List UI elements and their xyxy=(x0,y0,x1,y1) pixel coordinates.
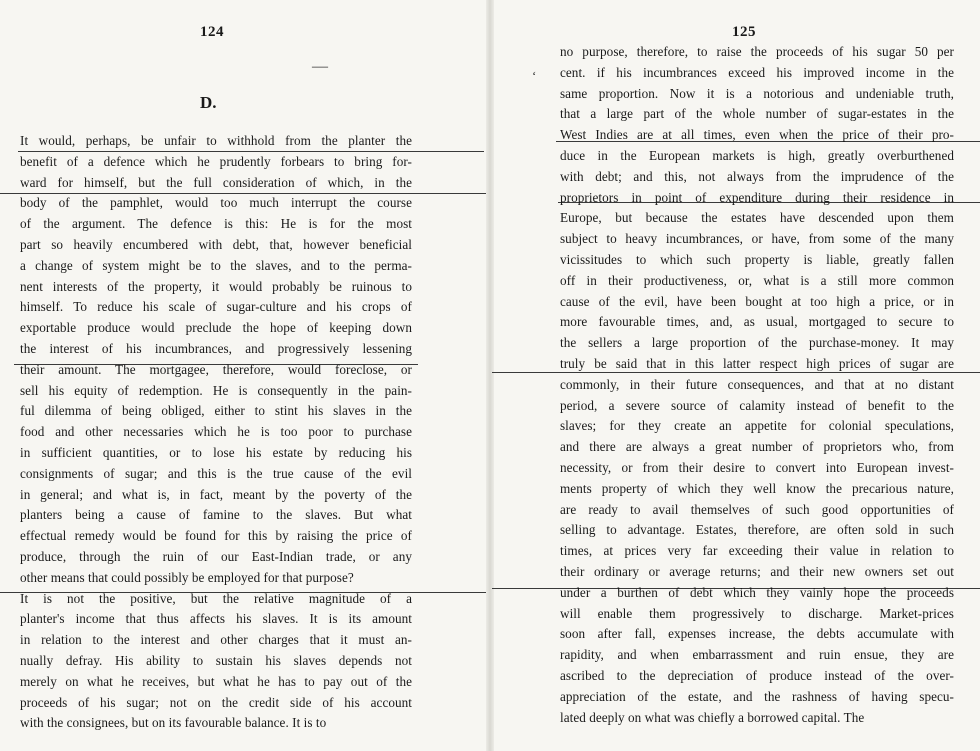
text-line: nually defray. His ability to sustain his slaves depends not xyxy=(20,652,412,668)
stray-mark: ‘ xyxy=(532,68,537,83)
text-line: under a burthen of debt which they vainly hope the proceeds xyxy=(560,584,954,600)
text-line: sell his equity of redemption. He is consequently in the pain- xyxy=(20,382,412,398)
text-line: other means that could possibly be employed for that purpose? xyxy=(20,569,354,585)
text-line: in sufficient quantities, or to lose his estate by reducing his xyxy=(20,444,412,460)
text-line: ful dilemma of being obliged, either to stint his slaves in the xyxy=(20,403,412,419)
text-line: truly be said that in this latter respect high prices of sugar are xyxy=(560,355,954,371)
text-line: commonly, in their future consequences, and that at no distant xyxy=(560,376,954,392)
text-line: West Indies are at all times, even when the price of their pro- xyxy=(560,127,954,143)
text-line: produce, through the ruin of our East-Indian trade, or any xyxy=(20,548,412,564)
text-line: rapidity, and when embarrassment and ruin ensue, they are xyxy=(560,647,954,663)
text-line: lated deeply on what was chiefly a borrowed capital. The xyxy=(560,709,865,725)
text-line: are ready to avail themselves of such good opportunities of xyxy=(560,501,954,517)
text-line: of the argument. The defence is this: He is for the most xyxy=(20,216,412,232)
text-line: Europe, but because the estates have descended upon them xyxy=(560,210,954,226)
text-line: ward for himself, but the full consideration of which, in the xyxy=(20,174,412,190)
text-line: part so heavily encumbered with debt, that, however beneficial xyxy=(20,236,412,252)
left-page-body xyxy=(20,131,412,734)
left-page xyxy=(0,0,488,751)
text-line: exportable produce would preclude the hope of keeping down xyxy=(20,320,412,336)
text-line: period, a severe source of calamity instead of benefit to the xyxy=(560,397,954,413)
text-line: slaves; for they create an appetite for colonial speculations, xyxy=(560,418,954,434)
text-line: proceeds of his sugar; not on the credit side of his account xyxy=(20,694,412,710)
text-line: same proportion. Now it is a notorious and undeniable truth, xyxy=(560,85,954,101)
text-line: in general; and what is, in fact, meant by the poverty of the xyxy=(20,486,412,502)
text-line: planters being a cause of famine to the slaves. But what xyxy=(20,507,412,523)
text-line: proprietors in point of expenditure during their residence in xyxy=(560,189,954,205)
text-line: consignments of sugar; and this is the true cause of the evil xyxy=(20,465,412,481)
text-line: the interest of his incumbrances, and progressively lessening xyxy=(20,340,412,356)
text-line: vicissitudes to which such property is liable, greatly fallen xyxy=(560,251,954,267)
text-line: necessity, or from their desire to convert into European invest- xyxy=(560,459,954,475)
text-line: off in their productiveness, or, what is a still more common xyxy=(560,272,954,288)
text-line: ascribed to the depreciation of produce instead of the over- xyxy=(560,667,954,683)
text-line: soon after fall, expenses increase, the debts accumulate with xyxy=(560,626,954,642)
right-page xyxy=(492,0,980,751)
text-line: nent interests of the property, it would probably be ruinous to xyxy=(20,278,412,294)
text-line: will enable them progressively to discharge. Market-prices xyxy=(560,605,954,621)
text-line: a change of system might be to the slaves, and to the perma- xyxy=(20,257,412,273)
text-line: their ordinary or average returns; and their new owners set out xyxy=(560,563,954,579)
text-line: in relation to the interest and other charges that it must an- xyxy=(20,632,412,648)
text-line: It would, perhaps, be unfair to withhold from the planter the xyxy=(20,133,412,148)
page-number-left: 124 xyxy=(200,24,224,40)
text-line: no purpose, therefore, to raise the proceeds of his sugar 50 per xyxy=(560,44,954,59)
text-line: cent. if his incumbrances exceed his improved income in the xyxy=(560,64,954,80)
text-line: It is not the positive, but the relative magnitude of a xyxy=(20,590,412,606)
text-line: their amount. The mortgagee, therefore, would foreclose, or xyxy=(20,361,412,377)
text-line: himself. To reduce his scale of sugar-culture and his crops of xyxy=(20,299,412,315)
page-number-right: 125 xyxy=(732,24,756,40)
text-line: more favourable times, and, as usual, mortgaged to secure to xyxy=(560,314,954,330)
text-line: times, at prices very far exceeding their value in relation to xyxy=(560,543,954,559)
text-line: planter's income that thus affects his slaves. It is its amount xyxy=(20,611,412,627)
right-page-body xyxy=(560,42,954,728)
text-line: subject to heavy incumbrances, or have, from some of the many xyxy=(560,231,954,247)
text-line: and there are always a great number of proprietors who, from xyxy=(560,439,954,455)
text-line: cause of the evil, have been bought at too high a price, or in xyxy=(560,293,954,309)
text-line: with the consignees, but on its favourable balance. It is to xyxy=(20,715,327,731)
text-line: ments property of which they well know the precarious nature, xyxy=(560,480,954,496)
text-line: the sellers a large proportion of the purchase-money. It may xyxy=(560,335,954,351)
text-line: merely on what he receives, but what he has to pay out of the xyxy=(20,673,412,689)
stray-mark: — xyxy=(312,58,328,75)
text-line: appreciation of the estate, and the rashness of having specu- xyxy=(560,688,954,704)
text-line: with debt; and this, not always from the imprudence of the xyxy=(560,168,954,184)
text-line: benefit of a defence which he prudently forbears to bring for- xyxy=(20,153,412,169)
text-line: food and other necessaries which he is too poor to purchase xyxy=(20,424,412,440)
text-line: body of the pamphlet, would too much interrupt the course xyxy=(20,195,412,211)
text-line: duce in the European markets is high, greatly overburthened xyxy=(560,147,954,163)
text-line: that a large part of the whole number of sugar-estates in the xyxy=(560,106,954,122)
section-heading: D. xyxy=(200,93,217,112)
text-line: effectual remedy would be found for this by raising the price of xyxy=(20,528,412,544)
text-line: selling to advantage. Estates, therefore, are often sold in such xyxy=(560,522,954,538)
